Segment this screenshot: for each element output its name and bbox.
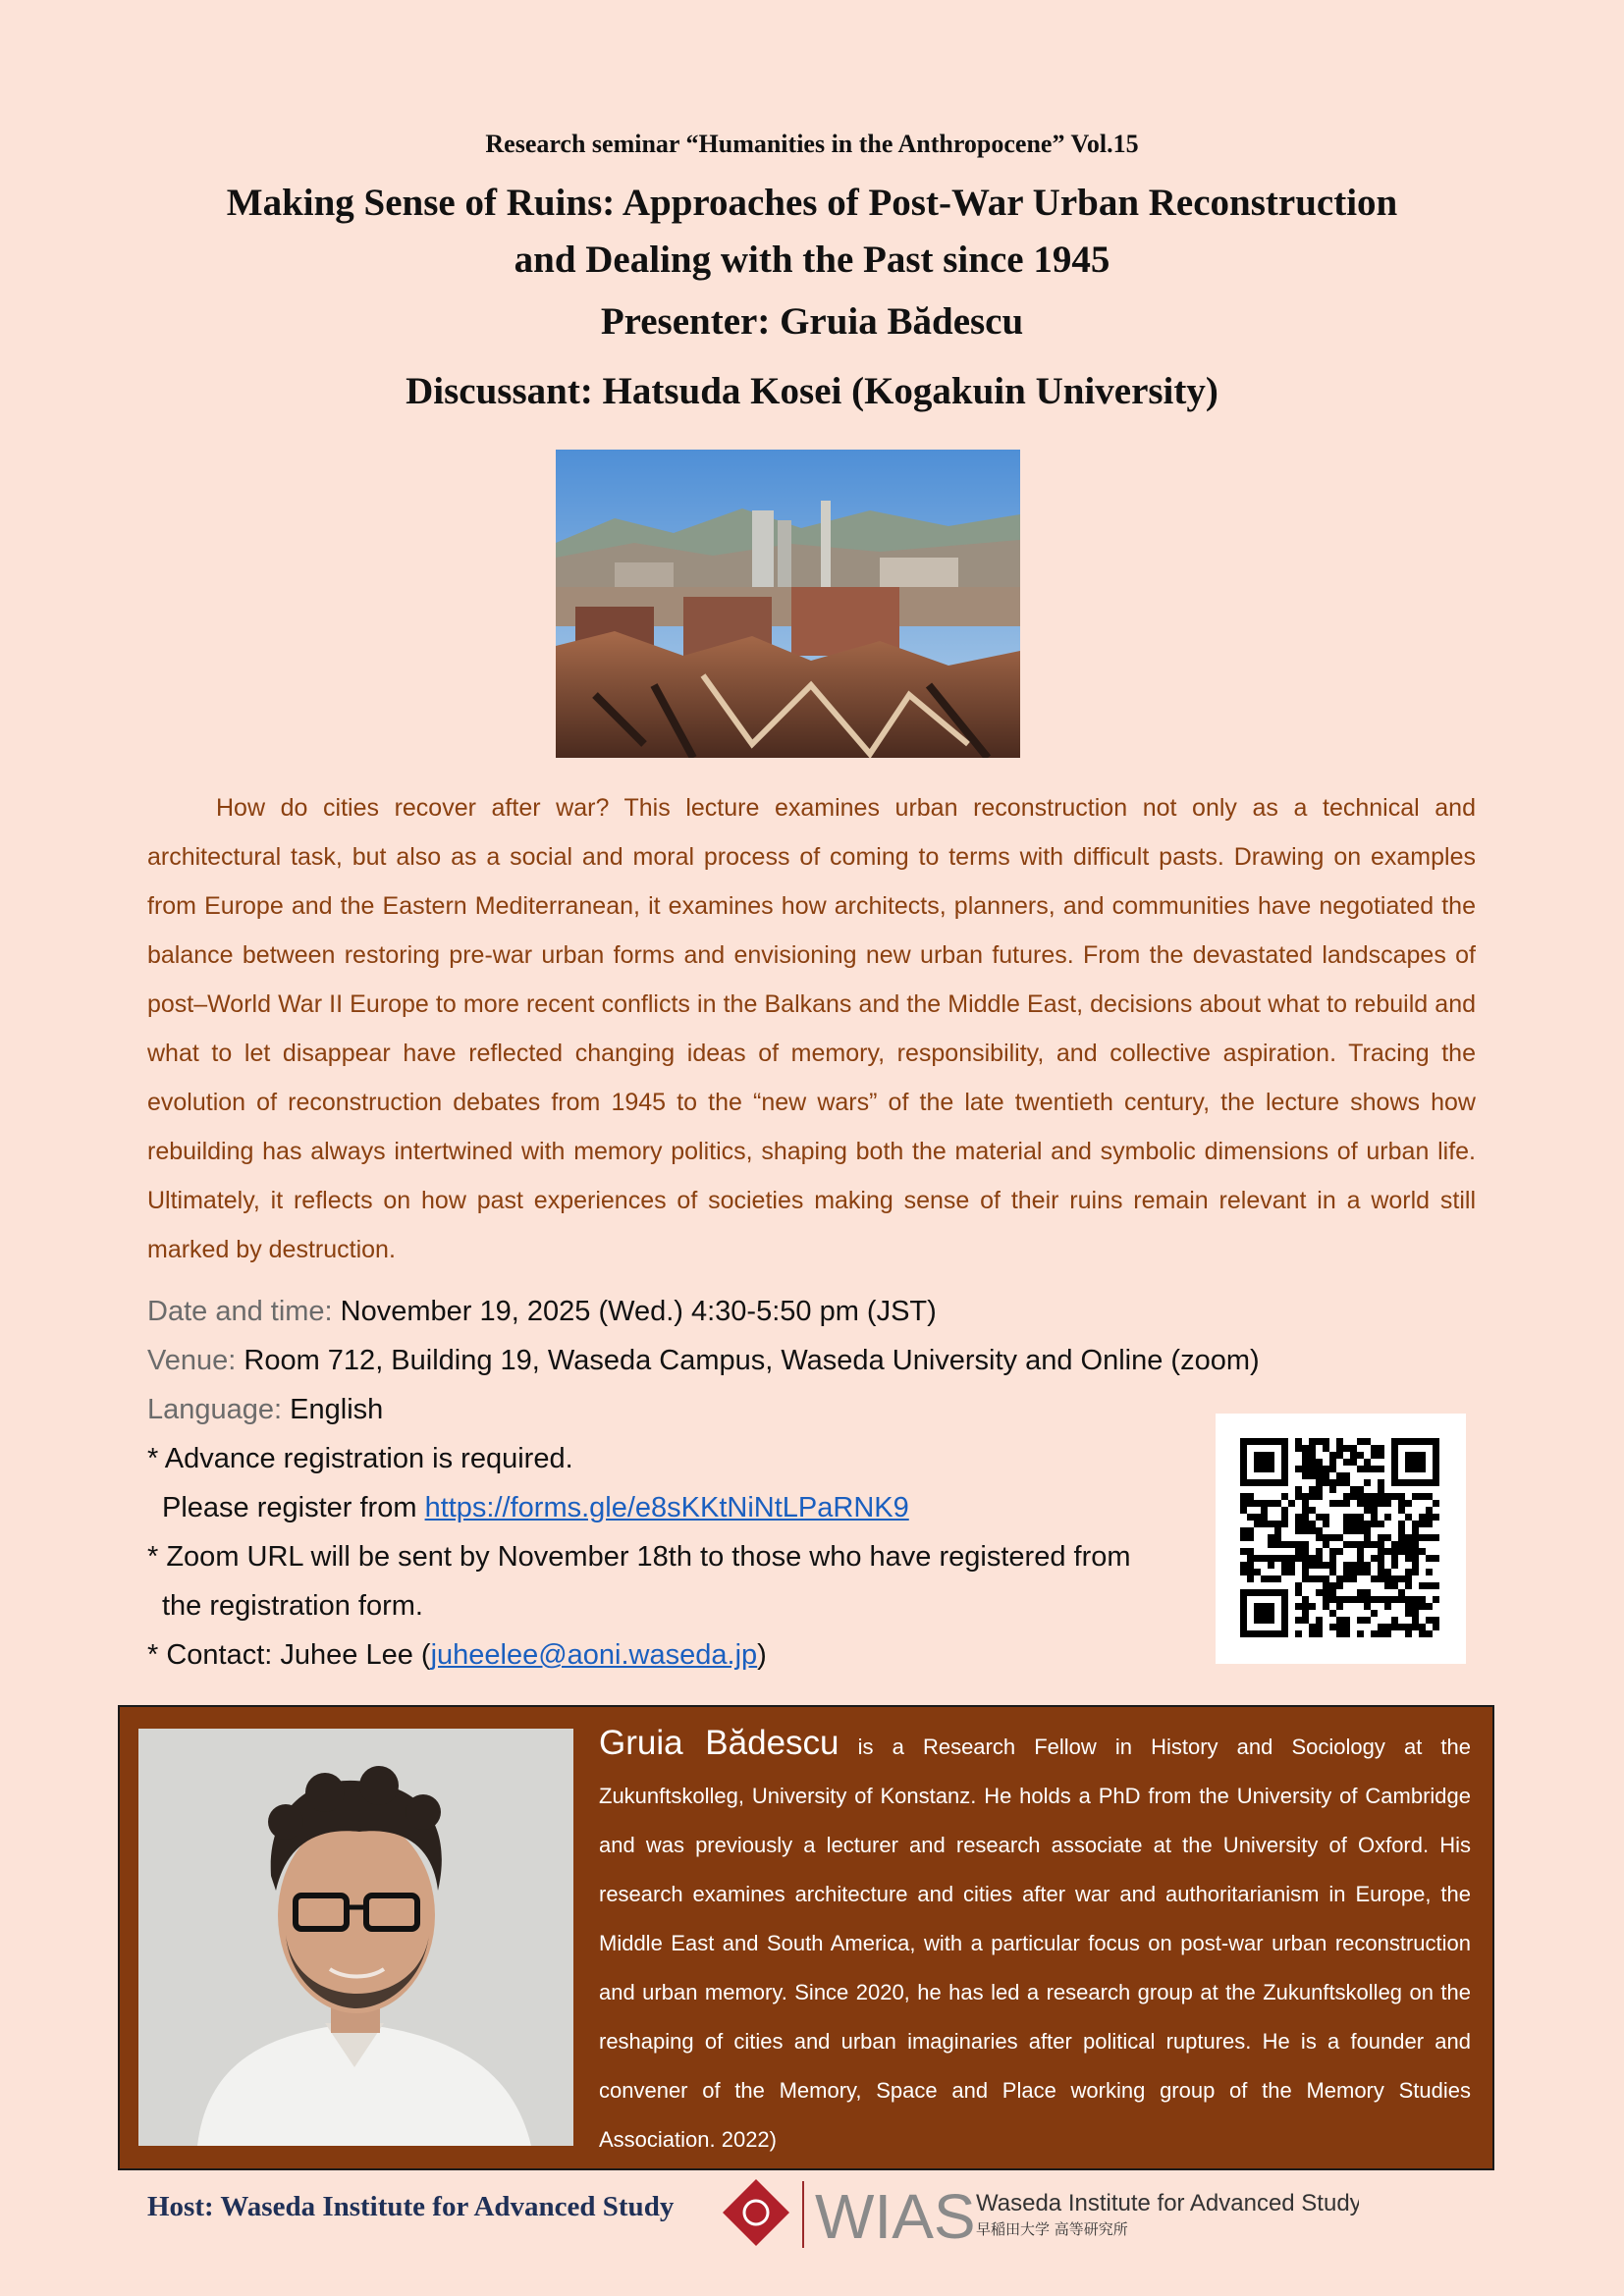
- registration-note: * Advance registration is required.: [147, 1443, 573, 1474]
- logo-name: Waseda Institute for Advanced Study: [976, 2190, 1359, 2216]
- wias-logo-graphic: [721, 2175, 1359, 2254]
- register-line: [162, 1492, 909, 1524]
- ruins-photo: [556, 450, 1020, 758]
- seminar-series: Research seminar “Humanities in the Anthropocene” Vol.15: [485, 130, 1139, 158]
- presenter-portrait: [138, 1729, 573, 2146]
- language-line: [147, 1394, 383, 1426]
- language-label: Language:: [147, 1394, 283, 1425]
- bio-box: [118, 1705, 1494, 2170]
- bio-text: [599, 1719, 1471, 2164]
- contact-prefix: * Contact: Juhee Lee (: [147, 1639, 431, 1671]
- presenter: Presenter: Gruia Bădescu: [600, 300, 1024, 343]
- registration-link[interactable]: https://forms.gle/e8sKKtNiNtLPaRNK9: [424, 1492, 909, 1523]
- logo-name-jp: 早稲田大学 高等研究所: [976, 2220, 1128, 2238]
- page-title: [0, 175, 1624, 289]
- title-line-1: Making Sense of Ruins: Approaches of Post-War Urban Reconstruction: [226, 182, 1398, 224]
- ruins-photo-graphic: [556, 450, 1020, 758]
- venue-label: Venue:: [147, 1345, 237, 1376]
- qr-code[interactable]: [1216, 1414, 1466, 1664]
- date-label: Date and time:: [147, 1296, 333, 1327]
- register-prefix: Please register from: [162, 1492, 417, 1523]
- zoom-note-line-2: the registration form.: [162, 1590, 423, 1622]
- host-label: Host: Waseda Institute for Advanced Study: [147, 2191, 675, 2222]
- bio-description: is a Research Fellow in History and Sociology at the Zukunftskolleg, University of Konstanz. He holds a PhD from the University of Cambridge and was previously a lecturer and research associate at the University of Oxford. His research examines architecture and cities after war and authoritarianism in Europe, the Middle East and South America, with a particular focus on post-war urban reconstruction and urban memory. Since 2020, he has led a research group at the Zukunftskolleg on the reshaping of cities and urban imaginaries after political ruptures. He is a founder and convener of the Memory, Space and Place working group of the Memory Studies Association. 2022): [599, 1735, 1471, 2152]
- discussant: Discussant: Hatsuda Kosei (Kogakuin University): [406, 370, 1218, 412]
- qr-code-graphic: [1216, 1414, 1466, 1664]
- venue-line: [147, 1345, 1260, 1377]
- logo-abbrev: WIAS: [815, 2181, 976, 2252]
- portrait-graphic: [138, 1729, 573, 2146]
- abstract-text: How do cities recover after war? This lecture examines urban reconstruction not only as a technical and architectural task, but also as a social and moral process of coming to terms with difficult pasts. Drawing on examples from Europe and the Eastern Mediterranean, it examines how architects, planners, and communities have negotiated the balance between restoring pre-war urban forms and envisioning new urban futures. From the devastated landscapes of post–World War II Europe to more recent conflicts in the Balkans and the Middle East, decisions about what to rebuild and what to let disappear have reflected changing ideas of memory, responsibility, and collective aspiration. Tracing the evolution of reconstruction debates from 1945 to the “new wars” of the late twentieth century, the lecture shows how rebuilding has always intertwined with memory politics, shaping both the material and symbolic dimensions of urban life. Ultimately, it reflects on how past experiences of societies making sense of their ruins remain relevant in a world still marked by destruction.: [147, 794, 1476, 1263]
- contact-line: [147, 1639, 767, 1672]
- contact-email-link[interactable]: juheelee@aoni.waseda.jp: [430, 1639, 758, 1671]
- language-value: English: [290, 1394, 384, 1425]
- date-value: November 19, 2025 (Wed.) 4:30-5:50 pm (JST): [340, 1296, 937, 1327]
- date-time-line: [147, 1296, 937, 1328]
- wias-logo: [721, 2175, 1359, 2254]
- bio-name: Gruia Bădescu: [599, 1724, 839, 1762]
- zoom-note-line-1: * Zoom URL will be sent by November 18th to those who have registered from: [147, 1541, 1131, 1573]
- venue-value: Room 712, Building 19, Waseda Campus, Waseda University and Online (zoom): [244, 1345, 1260, 1376]
- waseda-emblem-icon: [723, 2179, 789, 2246]
- contact-suffix: ): [757, 1639, 767, 1671]
- title-line-2: and Dealing with the Past since 1945: [514, 239, 1110, 281]
